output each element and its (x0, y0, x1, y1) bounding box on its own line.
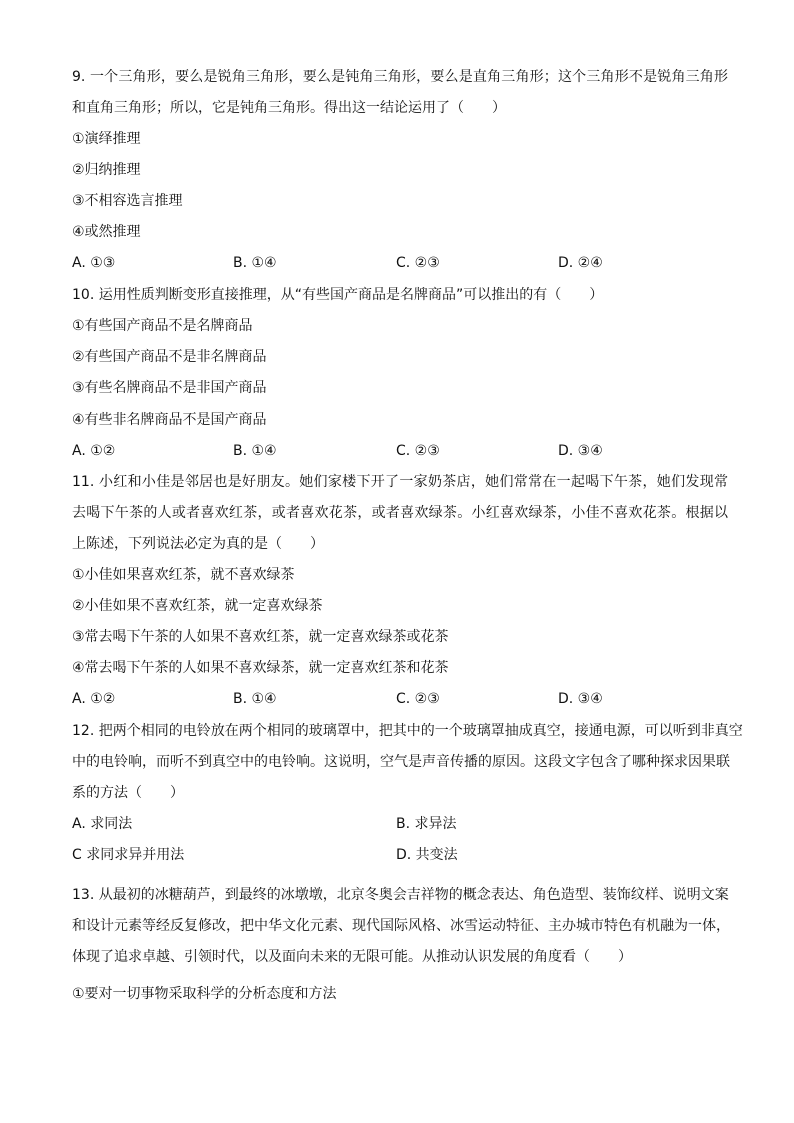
question-10-option-b: B. ①④ (233, 443, 277, 459)
question-10-statement-1: ①有些国产商品不是名牌商品 (72, 318, 253, 334)
question-13-stem-line-3: 体现了追求卓越、引领时代，以及面向未来的无限可能。从推动认识发展的角度看（ ） (72, 949, 632, 965)
question-9-stem-line-1: 9. 一个三角形，要么是锐角三角形，要么是钝角三角形，要么是直角三角形；这个三角形不是锐角三角形 (72, 69, 728, 85)
question-9-option-b: B. ①④ (233, 255, 277, 271)
question-11-stem-line-2: 去喝下午茶的人或者喜欢红茶，或者喜欢花茶，或者喜欢绿茶。小红喜欢绿茶，小佳不喜欢花茶。根据以 (72, 505, 728, 521)
question-10-statement-3: ③有些名牌商品不是非国产商品 (72, 380, 267, 396)
question-9-statement-4: ④或然推理 (72, 224, 141, 240)
question-9-statement-1: ①演绎推理 (72, 131, 141, 147)
question-10-option-c: C. ②③ (396, 443, 440, 459)
question-12-option-c: C 求同求异并用法 (72, 847, 185, 863)
question-12-stem-line-3: 系的方法（ ） (72, 785, 184, 801)
question-12-stem-line-1: 12. 把两个相同的电铃放在两个相同的玻璃罩中，把其中的一个玻璃罩抽成真空，接通电源，可以听到非真空 (72, 723, 743, 739)
question-9-option-c: C. ②③ (396, 255, 440, 271)
question-11-stem-line-3: 上陈述，下列说法必定为真的是（ ） (72, 536, 324, 552)
question-11-option-a: A. ①② (72, 691, 116, 707)
question-13-statement-1: ①要对一切事物采取科学的分析态度和方法 (72, 986, 337, 1002)
question-10-option-a: A. ①② (72, 443, 116, 459)
question-12-option-d: D. 共变法 (396, 847, 458, 863)
question-11-option-b: B. ①④ (233, 691, 277, 707)
question-11-option-c: C. ②③ (396, 691, 440, 707)
question-13-stem-line-1: 13. 从最初的冰糖葫芦，到最终的冰墩墩，北京冬奥会吉祥物的概念表达、角色造型、装饰纹样、说明文案 (72, 887, 729, 903)
question-12-option-a: A. 求同法 (72, 816, 133, 832)
question-11-statement-4: ④常去喝下午茶的人如果不喜欢绿茶，就一定喜欢红茶和花茶 (72, 660, 449, 676)
question-9-stem-line-2: 和直角三角形；所以，它是钝角三角形。得出这一结论运用了（ ） (72, 100, 506, 116)
question-9-statement-3: ③不相容选言推理 (72, 193, 183, 209)
question-9-option-d: D. ②④ (558, 255, 603, 271)
question-12-stem-line-2: 中的电铃响，而听不到真空中的电铃响。这说明，空气是声音传播的原因。这段文字包含了哪种探求因果联 (72, 754, 730, 770)
question-10-option-d: D. ③④ (558, 443, 603, 459)
question-13-stem-line-2: 和设计元素等经反复修改，把中华文化元素、现代国际风格、冰雪运动特征、主办城市特色有机融为一体， (72, 918, 730, 934)
question-10-stem-line-1: 10. 运用性质判断变形直接推理，从“有些国产商品是名牌商品”可以推出的有（ ） (72, 287, 604, 303)
question-12-option-b: B. 求异法 (396, 816, 457, 832)
question-11-statement-1: ①小佳如果喜欢红茶，就不喜欢绿茶 (72, 567, 295, 583)
question-9-statement-2: ②归纳推理 (72, 162, 141, 178)
question-10-statement-2: ②有些国产商品不是非名牌商品 (72, 349, 267, 365)
question-11-statement-2: ②小佳如果不喜欢红茶，就一定喜欢绿茶 (72, 598, 323, 614)
question-11-stem-line-1: 11. 小红和小佳是邻居也是好朋友。她们家楼下开了一家奶茶店，她们常常在一起喝下午茶，她们发现常 (72, 474, 728, 490)
question-10-statement-4: ④有些非名牌商品不是国产商品 (72, 412, 267, 428)
question-11-statement-3: ③常去喝下午茶的人如果不喜欢红茶，就一定喜欢绿茶或花茶 (72, 629, 449, 645)
question-9-option-a: A. ①③ (72, 255, 116, 271)
question-11-option-d: D. ③④ (558, 691, 603, 707)
